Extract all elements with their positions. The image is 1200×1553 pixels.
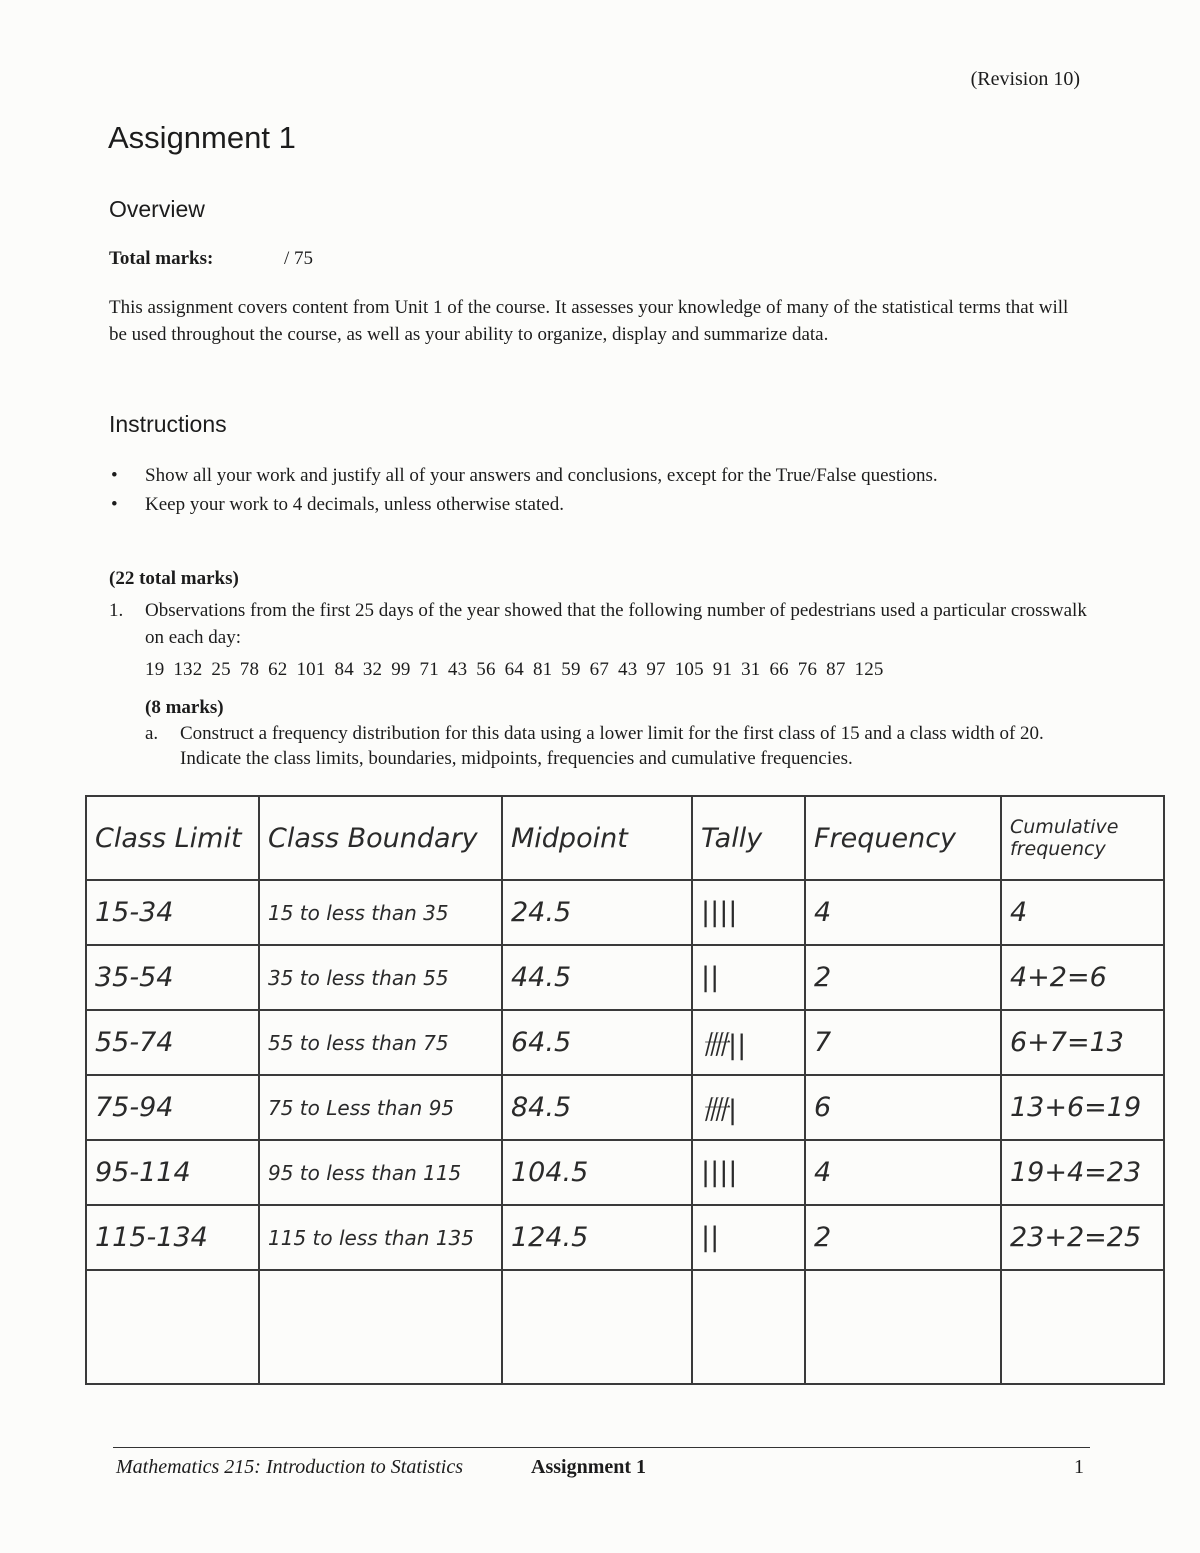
cell-midpoint: 44.5 [502,945,692,1010]
cell-frequency: 6 [805,1075,1001,1140]
cell-tally: 卌|| [692,1010,805,1075]
overview-paragraph: This assignment covers content from Unit 1 of the course. It assesses your knowledge of many of the statistical terms that will be used throughout the course, as well as your ability to organize, display and summarize data. [109,297,1069,345]
table-row [86,1205,1164,1270]
question-1 [109,597,1099,651]
list-item [109,491,1069,518]
instruction-text: Keep your work to 4 decimals, unless otherwise stated. [145,494,564,515]
cell-frequency: 2 [805,945,1001,1010]
instruction-text: Show all your work and justify all of your answers and conclusions, except for the True/False questions. [145,465,938,486]
header-class-boundary: Class Boundary [259,796,502,880]
cell-class-limit: 115-134 [86,1205,259,1270]
part-a [145,721,1065,771]
list-item [109,462,1069,489]
observation-data: 19 132 25 78 62 101 84 32 99 71 43 56 64 81 59 67 43 97 105 91 31 66 76 87 125 [145,659,884,680]
part-a-text: Construct a frequency distribution for this data using a lower limit for the first class of 15 and a class width of 20. Indicate the class limits, boundaries, midpoints, frequencies and cumulative frequencies. [180,723,1044,769]
table-row [86,1010,1164,1075]
footer-divider [113,1447,1090,1448]
table-row [86,1140,1164,1205]
cell-midpoint: 104.5 [502,1140,692,1205]
cell-frequency: 7 [805,1010,1001,1075]
bullet-icon: • [111,465,118,486]
cell-class-limit: 75-94 [86,1075,259,1140]
cell-frequency: 4 [805,880,1001,945]
total-marks-value: / 75 [284,248,314,269]
empty-cell [692,1270,805,1384]
cell-midpoint: 24.5 [502,880,692,945]
header-midpoint: Midpoint [502,796,692,880]
table-row-empty [86,1270,1164,1384]
frequency-table [85,795,1165,1385]
cell-midpoint: 124.5 [502,1205,692,1270]
cell-class-boundary: 35 to less than 55 [259,945,502,1010]
empty-cell [259,1270,502,1384]
total-marks-row [109,248,313,270]
cell-class-limit: 95-114 [86,1140,259,1205]
footer-course: Mathematics 215: Introduction to Statistics [116,1456,464,1478]
cell-class-limit: 55-74 [86,1010,259,1075]
cell-tally: || [692,1205,805,1270]
instructions-list [109,462,1069,520]
cell-class-limit: 35-54 [86,945,259,1010]
table-row [86,880,1164,945]
cell-frequency: 2 [805,1205,1001,1270]
question-marks: (22 total marks) [109,568,239,589]
empty-cell [502,1270,692,1384]
page-number: 1 [1074,1456,1084,1478]
revision-label: (Revision 10) [970,68,1080,90]
header-cumulative-frequency: Cumulative frequency [1001,796,1164,880]
part-a-marks: (8 marks) [145,697,224,718]
table-row [86,1075,1164,1140]
cell-cumulative: 4+2=6 [1001,945,1164,1010]
cell-frequency: 4 [805,1140,1001,1205]
cell-class-boundary: 55 to less than 75 [259,1010,502,1075]
table-row [86,945,1164,1010]
overview-heading: Overview [109,196,205,222]
cell-tally: |||| [692,1140,805,1205]
footer-assignment: Assignment 1 [531,1456,647,1478]
table-header-row [86,796,1164,880]
cell-cumulative: 19+4=23 [1001,1140,1164,1205]
empty-cell [86,1270,259,1384]
cell-tally: || [692,945,805,1010]
empty-cell [805,1270,1001,1384]
cell-midpoint: 84.5 [502,1075,692,1140]
cell-class-boundary: 115 to less than 135 [259,1205,502,1270]
cell-class-boundary: 95 to less than 115 [259,1140,502,1205]
header-class-limit: Class Limit [86,796,259,880]
cell-tally: 卌| [692,1075,805,1140]
total-marks-label: Total marks: [109,248,214,269]
header-frequency: Frequency [805,796,1001,880]
part-letter: a. [145,723,159,744]
question-text: Observations from the first 25 days of the year showed that the following number of pedestrians used a particular crosswalk on each day: [145,600,1087,648]
cell-class-limit: 15-34 [86,880,259,945]
instructions-heading: Instructions [109,411,227,437]
cell-class-boundary: 75 to Less than 95 [259,1075,502,1140]
cell-class-boundary: 15 to less than 35 [259,880,502,945]
cell-cumulative: 23+2=25 [1001,1205,1164,1270]
cell-cumulative: 4 [1001,880,1164,945]
question-number: 1. [109,600,124,621]
cell-tally: |||| [692,880,805,945]
header-tally: Tally [692,796,805,880]
cell-midpoint: 64.5 [502,1010,692,1075]
page-title: Assignment 1 [108,120,296,155]
empty-cell [1001,1270,1164,1384]
cell-cumulative: 6+7=13 [1001,1010,1164,1075]
cell-cumulative: 13+6=19 [1001,1075,1164,1140]
bullet-icon: • [111,494,118,515]
